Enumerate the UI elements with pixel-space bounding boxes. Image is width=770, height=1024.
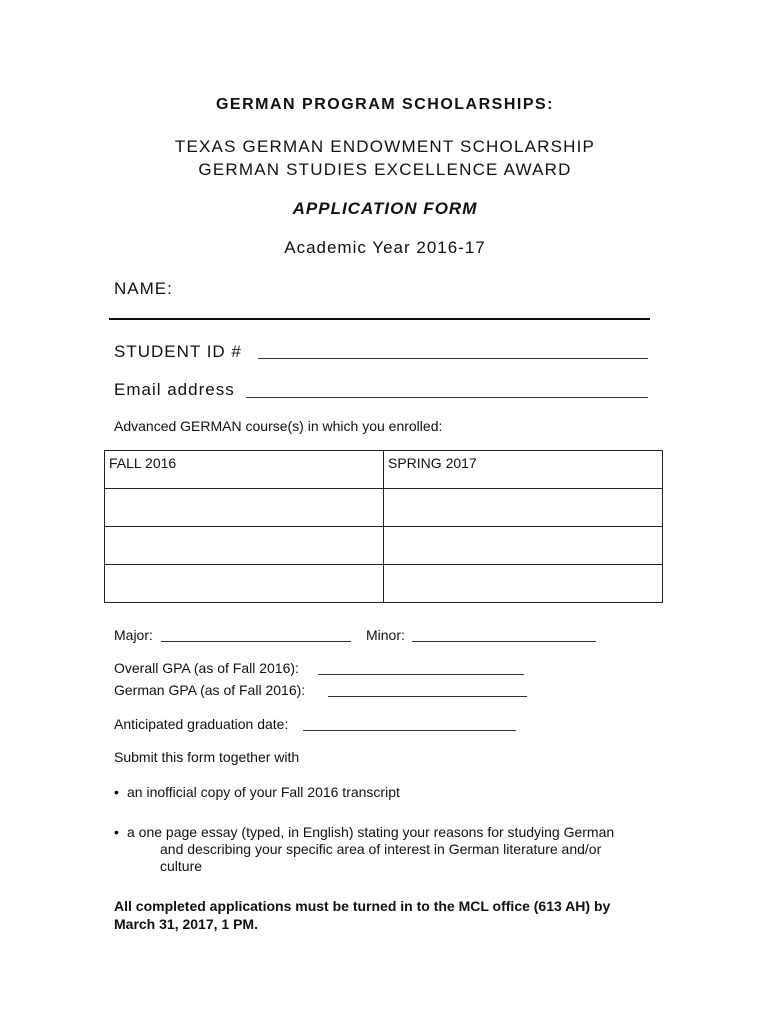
spring-course-cell[interactable]: [384, 489, 663, 527]
essay-requirement-line-2: and describing your specific area of interest in German literature and/or: [160, 841, 602, 857]
minor-label: Minor:: [366, 627, 405, 643]
bullet-icon: •: [114, 784, 119, 800]
major-label: Major:: [114, 627, 153, 643]
bullet-icon: •: [114, 824, 119, 840]
academic-year: Academic Year 2016-17: [284, 238, 486, 257]
courses-label: Advanced GERMAN course(s) in which you enrolled:: [114, 418, 443, 434]
transcript-requirement: an inofficial copy of your Fall 2016 transcript: [127, 784, 400, 800]
name-field[interactable]: [109, 318, 650, 320]
deadline-line-1: All completed applications must be turned in to the MCL office (613 AH) by: [114, 898, 611, 914]
essay-requirement-line-3: culture: [160, 858, 203, 874]
table-row: [105, 565, 663, 603]
deadline-line-2: March 31, 2017, 1 PM.: [114, 916, 258, 932]
table-row: [105, 489, 663, 527]
german-gpa-field[interactable]: [328, 696, 527, 697]
overall-gpa-label: Overall GPA (as of Fall 2016):: [114, 660, 299, 676]
german-gpa-label: German GPA (as of Fall 2016):: [114, 682, 306, 698]
spring-course-cell[interactable]: [384, 565, 663, 603]
graduation-date-field[interactable]: [303, 730, 516, 731]
courses-table: [104, 450, 663, 603]
submit-instructions: Submit this form together with: [114, 749, 300, 765]
overall-gpa-field[interactable]: [318, 674, 524, 675]
scholarship-name-2: GERMAN STUDIES EXCELLENCE AWARD: [198, 160, 572, 179]
page-title: GERMAN PROGRAM SCHOLARSHIPS:: [215, 96, 554, 113]
minor-field[interactable]: [412, 641, 596, 642]
graduation-date-label: Anticipated graduation date:: [114, 716, 289, 732]
fall-2016-header: FALL 2016: [105, 451, 384, 489]
fall-course-cell[interactable]: [105, 565, 384, 603]
student-id-label: STUDENT ID #: [114, 342, 242, 361]
table-row: [105, 527, 663, 565]
email-field[interactable]: [246, 397, 648, 398]
fall-course-cell[interactable]: [105, 527, 384, 565]
scholarship-name-1: TEXAS GERMAN ENDOWMENT SCHOLARSHIP: [174, 137, 596, 156]
major-field[interactable]: [161, 641, 351, 642]
student-id-field[interactable]: [258, 358, 648, 359]
spring-2017-header: SPRING 2017: [384, 451, 663, 489]
email-label: Email address: [114, 380, 235, 399]
name-label: NAME:: [114, 279, 173, 298]
form-title: APPLICATION FORM: [292, 199, 478, 218]
spring-course-cell[interactable]: [384, 527, 663, 565]
fall-course-cell[interactable]: [105, 489, 384, 527]
table-header-row: [105, 451, 663, 489]
essay-requirement-line-1: a one page essay (typed, in English) stating your reasons for studying German: [127, 824, 615, 840]
